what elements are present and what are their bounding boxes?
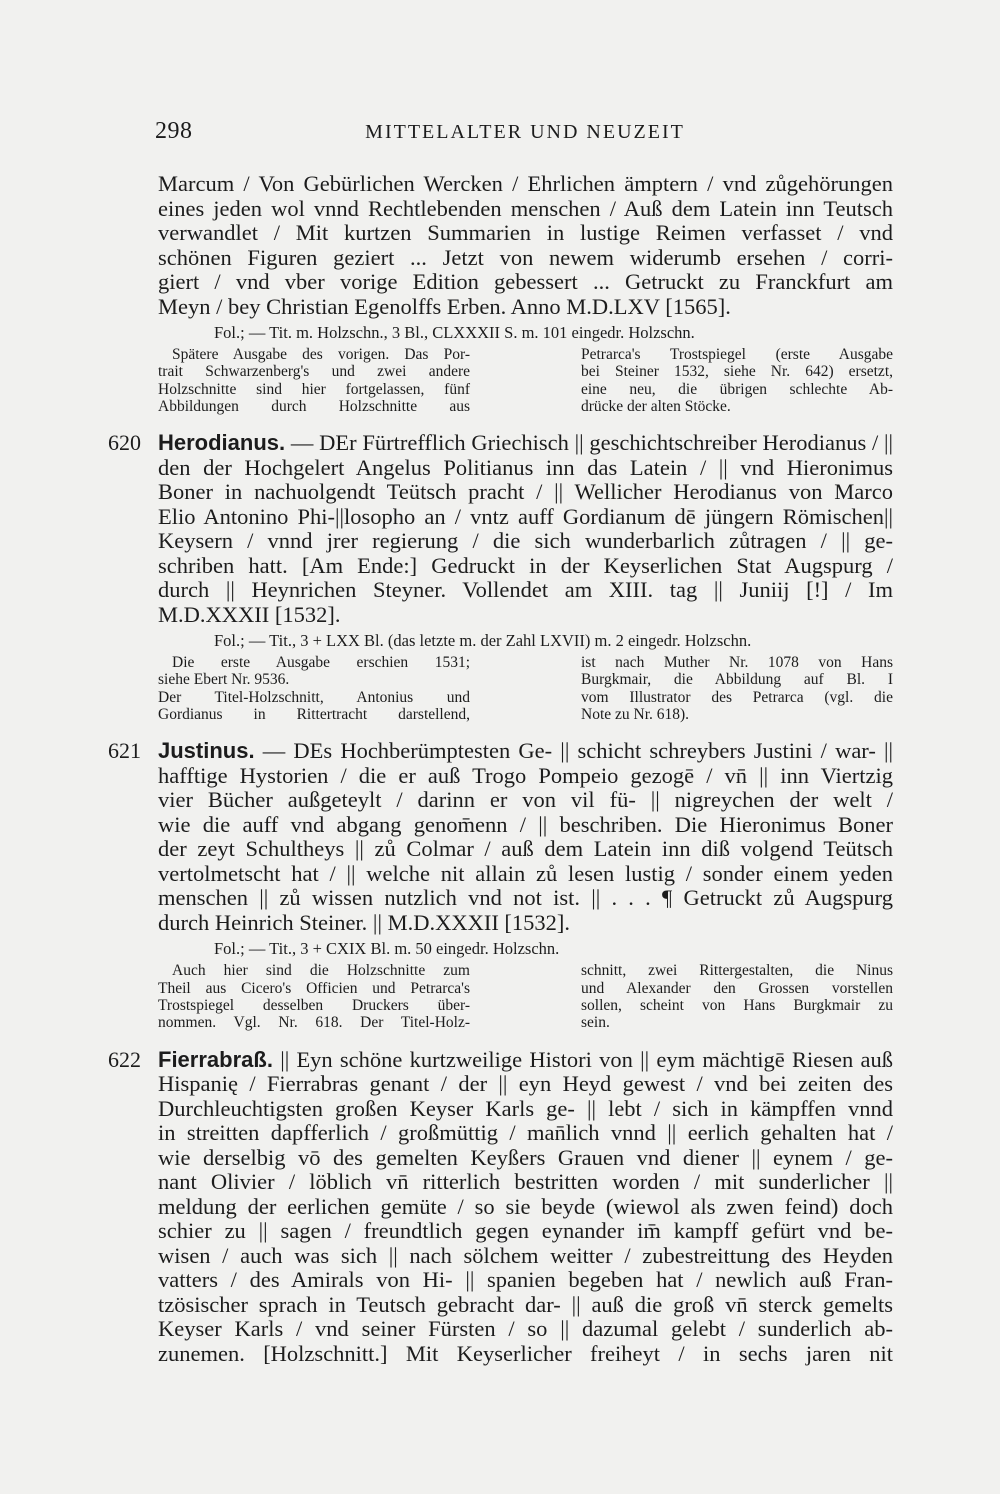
- annotation-line: eine neu, die übrigen schlechte Ab-: [581, 380, 893, 398]
- text-line: giert / vnd vber vorige Edition gebessert ... Getruckt zu Franckfurt am: [158, 269, 893, 294]
- annotation-left: [158, 962, 470, 1031]
- annotation-line: Holzschnitte sind hier fortgelassen, fünf: [158, 380, 470, 398]
- text-line: vatters / des Amirals von Hi- || spanien begeben hat / newlich auß Fran-: [158, 1267, 893, 1293]
- text-line: durch || Heynrichen Steyner. Vollendet am XIII. tag || Juniij [!] / Im: [158, 577, 893, 603]
- entry-622: [108, 1046, 894, 1367]
- text-line: schier zu || sagen / freundtlich gegen eynander im̄ kampff gefürt vnd be-: [158, 1218, 893, 1244]
- collation-line: Fol.; — Tit., 3 + LXX Bl. (das letzte m. der Zahl LXVII) m. 2 eingedr. Holzschn.: [214, 631, 752, 651]
- text-line: hafftige Hystorien / die er auß Trogo Pompeio gezogē / vn̄ || inn Viertzig: [158, 762, 893, 788]
- entry-heading: Herodianus.: [158, 430, 286, 456]
- entry-number: 621: [108, 738, 141, 764]
- annotation-line: nommen. Vgl. Nr. 618. Der Titel-Holz-: [158, 1014, 470, 1032]
- annotation-line: sein.: [581, 1014, 610, 1032]
- annotation-left: [158, 654, 470, 723]
- text-line: schriben hatt. [Am Ende:] Gedruckt in der Keyserlichen Stat Augspurg /: [158, 552, 893, 578]
- text-line: den der Hochgelert Angelus Politianus inn das Latein / || vnd Hieronimus: [158, 454, 893, 480]
- text-line: tzösischer sprach in Teutsch gebracht dar- || auß die groß vn̄ sterck gemelts: [158, 1291, 893, 1317]
- text-line: Keyser Karls / vnd seiner Fürsten / so || dazumal gelebt / sunderlich ab-: [158, 1316, 893, 1342]
- entry-number: 622: [108, 1046, 141, 1072]
- annotation-line: Note zu Nr. 618).: [581, 706, 690, 724]
- annotation-left: [158, 346, 470, 415]
- annotation-right: [581, 346, 893, 415]
- annotation-columns: [158, 346, 893, 415]
- text-line: zunemen. [Holzschnitt.] Mit Keyserlicher freiheyt / in sechs jaren nit: [158, 1340, 893, 1366]
- collation-line: Fol.; — Tit. m. Holzschn., 3 Bl., CLXXXII S. m. 101 eingedr. Holzschn.: [214, 323, 695, 342]
- page-header: [155, 118, 895, 148]
- annotation-line: Petrarca's Trostspiegel (erste Ausgabe: [581, 346, 893, 363]
- annotation-line: vom Illustrator des Petrarca (vgl. die: [581, 688, 893, 706]
- annotation-line: ist nach Muther Nr. 1078 von Hans: [581, 654, 893, 672]
- text-line: Durchleuchtigsten großen Keyser Karls ge- || lebt / sich in kämpffen vnnd: [158, 1095, 893, 1121]
- text-line: Boner in nachuolgendt Teütsch pracht / || Wellicher Herodianus von Marco: [158, 479, 893, 505]
- text-line: eines jeden wol vnnd Rechtlebenden menschen / Auß dem Latein inn Teutsch: [158, 195, 893, 221]
- text-line: Hispanię / Fierrabras genant / der || eyn Heyd gewest / vnd bei zeiten des: [158, 1071, 893, 1097]
- annotation-line: drücke der alten Stöcke.: [581, 397, 731, 415]
- entry-heading: Fierrabraß.: [158, 1046, 273, 1072]
- annotation-line: Trostspiegel desselben Druckers über-: [158, 996, 470, 1014]
- annotation-columns: [158, 962, 893, 1031]
- text-line: 620 Herodianus. — DEr Fürtrefflich Griechisch || geschichtschreiber Herodianus / ||: [108, 430, 893, 456]
- entry-number: 620: [108, 430, 141, 456]
- text-line: Meyn / bey Christian Egenolffs Erben. Anno M.D.LXV [1565].: [158, 293, 731, 319]
- text-line: vier Bücher außgeteylt / darinn er von vil fü- || nigreychen der welt /: [158, 787, 893, 813]
- annotation-right: [581, 654, 893, 723]
- text-line: 621 Justinus. — DEs Hochberümptesten Ge- || schicht schreybers Justini / war- ||: [108, 738, 894, 764]
- text-line: vertolmetscht hat / || welche nit allain zů lesen lustig / sonder einem yeden: [158, 860, 893, 886]
- text-line: wie die auff vnd abgang genom̄enn / || beschriben. Die Hieronimus Boner: [158, 811, 893, 837]
- annotation-line: Burgkmair, die Abbildung auf Bl. I: [581, 671, 893, 689]
- annotation-line: schnitt, zwei Rittergestalten, die Ninus: [581, 962, 893, 980]
- annotation-line: Abbildungen durch Holzschnitte aus: [158, 397, 470, 415]
- text-line: der zeyt Schultheys || zů Colmar / auß dem Latein inn diß volgend Teütsch: [158, 836, 893, 862]
- annotation-line: bei Steiner 1532, siehe Nr. 642) ersetzt,: [581, 363, 893, 381]
- text-line: wisen / auch was sich || nach sölchem weitter / zubestreittung des Heyden: [158, 1242, 893, 1268]
- annotation-line: siehe Ebert Nr. 9536.: [158, 671, 290, 689]
- annotation-line: Der Titel-Holzschnitt, Antonius und: [158, 688, 470, 706]
- annotation-line: trait Schwarzenberg's und zwei andere: [158, 363, 470, 381]
- annotation-line: Die erste Ausgabe erschien 1531;: [172, 654, 470, 672]
- annotation-line: Gordianus in Rittertracht darstellend,: [158, 706, 470, 724]
- text-line: meldung der eerlichen gemüte / so sie beyde (wiewol als zwen feind) doch: [158, 1193, 893, 1219]
- text-line: Elio Antonino Phi-||losopho an / vntz auff Gordianum dē jüngern Römischen||: [158, 503, 893, 529]
- annotation-line: Theil aus Cicero's Officien und Petrarca's: [158, 979, 470, 997]
- annotation-line: sollen, scheint von Hans Burgkmair zu: [581, 996, 893, 1014]
- annotation-columns: [158, 654, 893, 723]
- text-line: schönen Figuren geziert ... Jetzt von newem widerumb ersehen / corri-: [158, 244, 893, 270]
- entry-continuation: [158, 172, 893, 415]
- text-line: durch Heinrich Steiner. || M.D.XXXII [1532].: [158, 909, 571, 935]
- text-line: menschen || zů wissen nutzlich vnd not ist. || . . . ¶ Getruckt zů Augspurg: [158, 885, 893, 911]
- collation-line: Fol.; — Tit., 3 + CXIX Bl. m. 50 eingedr. Holzschn.: [214, 939, 560, 959]
- text-line: Keysern / vnnd jrer regierung / die sich wunderbarlich zůtragen / || ge-: [158, 528, 893, 554]
- annotation-right: [581, 962, 893, 1031]
- entry-621: [108, 738, 894, 1032]
- text-line: in streitten dapfferlich / großmüttig / man̄lich vnnd || eerlich gehalten hat /: [158, 1120, 893, 1146]
- text-line: 622 Fierrabraß. || Eyn schöne kurtzweilige Histori von || eym mächtigē Riesen auß: [108, 1046, 894, 1072]
- annotation-line: und Alexander den Grossen vorstellen: [581, 979, 893, 997]
- text-line: nant Olivier / löblich vn̄ ritterlich bestritten worden / mit sunderlicher ||: [158, 1169, 893, 1195]
- text-line: Marcum / Von Gebürlichen Wercken / Ehrlichen ämptern / vnd zůgehörungen: [158, 171, 893, 196]
- text-line: verwandlet / Mit kurtzen Summarien in lustige Reimen verfasset / vnd: [158, 220, 893, 245]
- entry-620: [108, 430, 893, 724]
- annotation-line: Auch hier sind die Holzschnitte zum: [172, 962, 470, 980]
- text-line: M.D.XXXII [1532].: [158, 601, 341, 627]
- page-number: 298: [155, 118, 193, 144]
- text-line: wie derselbig vō des gemelten Keyßers Grauen vnd diener || eynem / ge-: [158, 1144, 893, 1170]
- running-title: MITTELALTER UND NEUZEIT: [365, 121, 685, 143]
- entry-heading: Justinus.: [158, 738, 255, 764]
- page-body: [108, 171, 894, 1366]
- annotation-line: Spätere Ausgabe des vorigen. Das Por-: [172, 346, 470, 363]
